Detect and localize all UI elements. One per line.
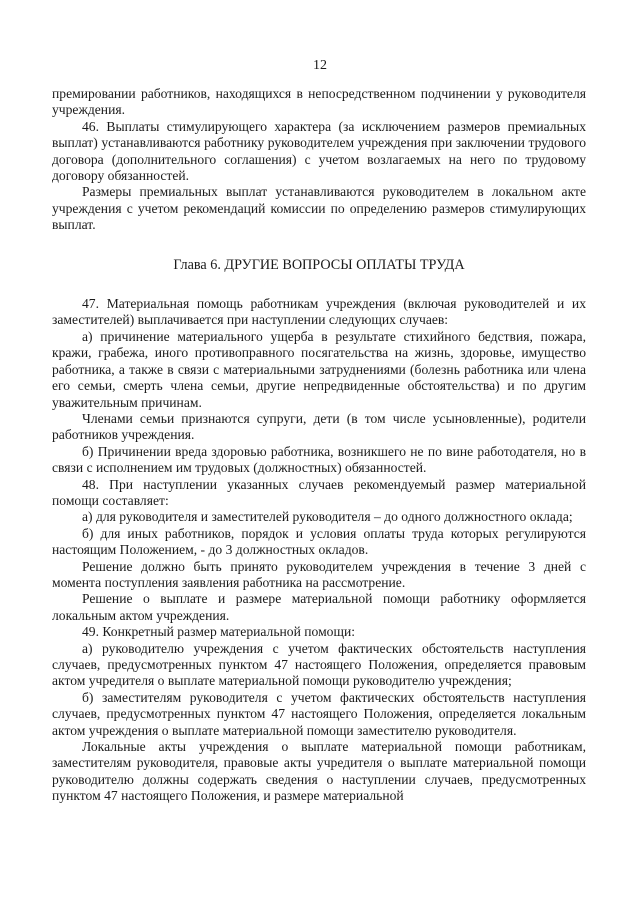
paragraph-47: 47. Материальная помощь работникам учреждения (включая руководителей и их заместителей) выплачивается при наступлении следующих случаев: [52, 296, 586, 328]
paragraph-48-b: б) для иных работников, порядок и условия оплаты труда которых регулируются настоящим Положением, - до 3 должностных окладов. [52, 525, 586, 558]
paragraph-48: 48. При наступлении указанных случаев рекомендуемый размер материальной помощи составляет: [52, 476, 586, 508]
paragraph-decision-term: Решение должно быть принято руководителем учреждения в течение 3 дней с момента поступления заявления работника на рассмотрение. [52, 558, 586, 590]
paragraph-49-a: а) руководителю учреждения с учетом фактических обстоятельств наступления случаев, предусмотренных пунктом 47 настоящего Положения, определяется правовым актом учредителя о выплате материальной помощи руководителю учреждения; [52, 640, 586, 689]
paragraph-49: 49. Конкретный размер материальной помощи: [82, 624, 355, 640]
paragraph-decision-act: Решение о выплате и размере материальной помощи работнику оформляется локальным актом учреждения. [52, 591, 586, 623]
paragraph-continuation: премировании работников, находящихся в непосредственном подчинении у руководителя учреждения. [52, 86, 586, 118]
paragraph-bonus-sizes: Размеры премиальных выплат устанавливаются руководителем в локальном акте учреждения с учетом рекомендаций комиссии по определению размеров стимулирующих выплат. [52, 184, 586, 233]
document-body [52, 86, 586, 805]
paragraph-49-b: б) заместителям руководителя с учетом фактических обстоятельств наступления случаев, предусмотренных пунктом 47 настоящего Положения, определяется локальным актом учреждения о выплате материальной помощи заместителю руководителя. [52, 689, 586, 738]
paragraph-46: 46. Выплаты стимулирующего характера (за исключением размеров премиальных выплат) устанавливаются работнику руководителем учреждения при заключении трудового договора (дополнительного соглашения) с учетом возлагаемых на него по трудовому договору обязанностей. [52, 118, 586, 184]
paragraph-family-members: Членами семьи признаются супруги, дети (в том числе усыновленные), родители работников учреждения. [52, 410, 586, 443]
paragraph-local-acts: Локальные акты учреждения о выплате материальной помощи работникам, заместителям руководителя, правовые акты учредителя о выплате материальной помощи руководителю должны содержать сведения о наступлении случаев, предусмотренных пунктом 47 настоящего Положения, и размере материальной [52, 739, 586, 804]
paragraph-47-a: а) причинение материального ущерба в результате стихийного бедствия, пожара, кражи, грабежа, иного противоправного посягательства на жизнь, здоровье, имущество работника, а также в связи с материальными затруднениями (болезнь работника или члена его семьи, смерть члена семьи, другие непредвиденные обстоятельства) и по другим уважительным причинам. [52, 328, 586, 410]
paragraph-48-a: а) для руководителя и заместителей руководителя – до одного должностного оклада; [82, 509, 573, 525]
chapter-title: Глава 6. ДРУГИЕ ВОПРОСЫ ОПЛАТЫ ТРУДА [173, 256, 465, 273]
paragraph-47-b: б) Причинении вреда здоровью работника, возникшего не по вине работодателя, но в связи с исполнением им трудовых (должностных) обязанностей. [52, 443, 586, 476]
page-number: 12 [313, 58, 327, 73]
